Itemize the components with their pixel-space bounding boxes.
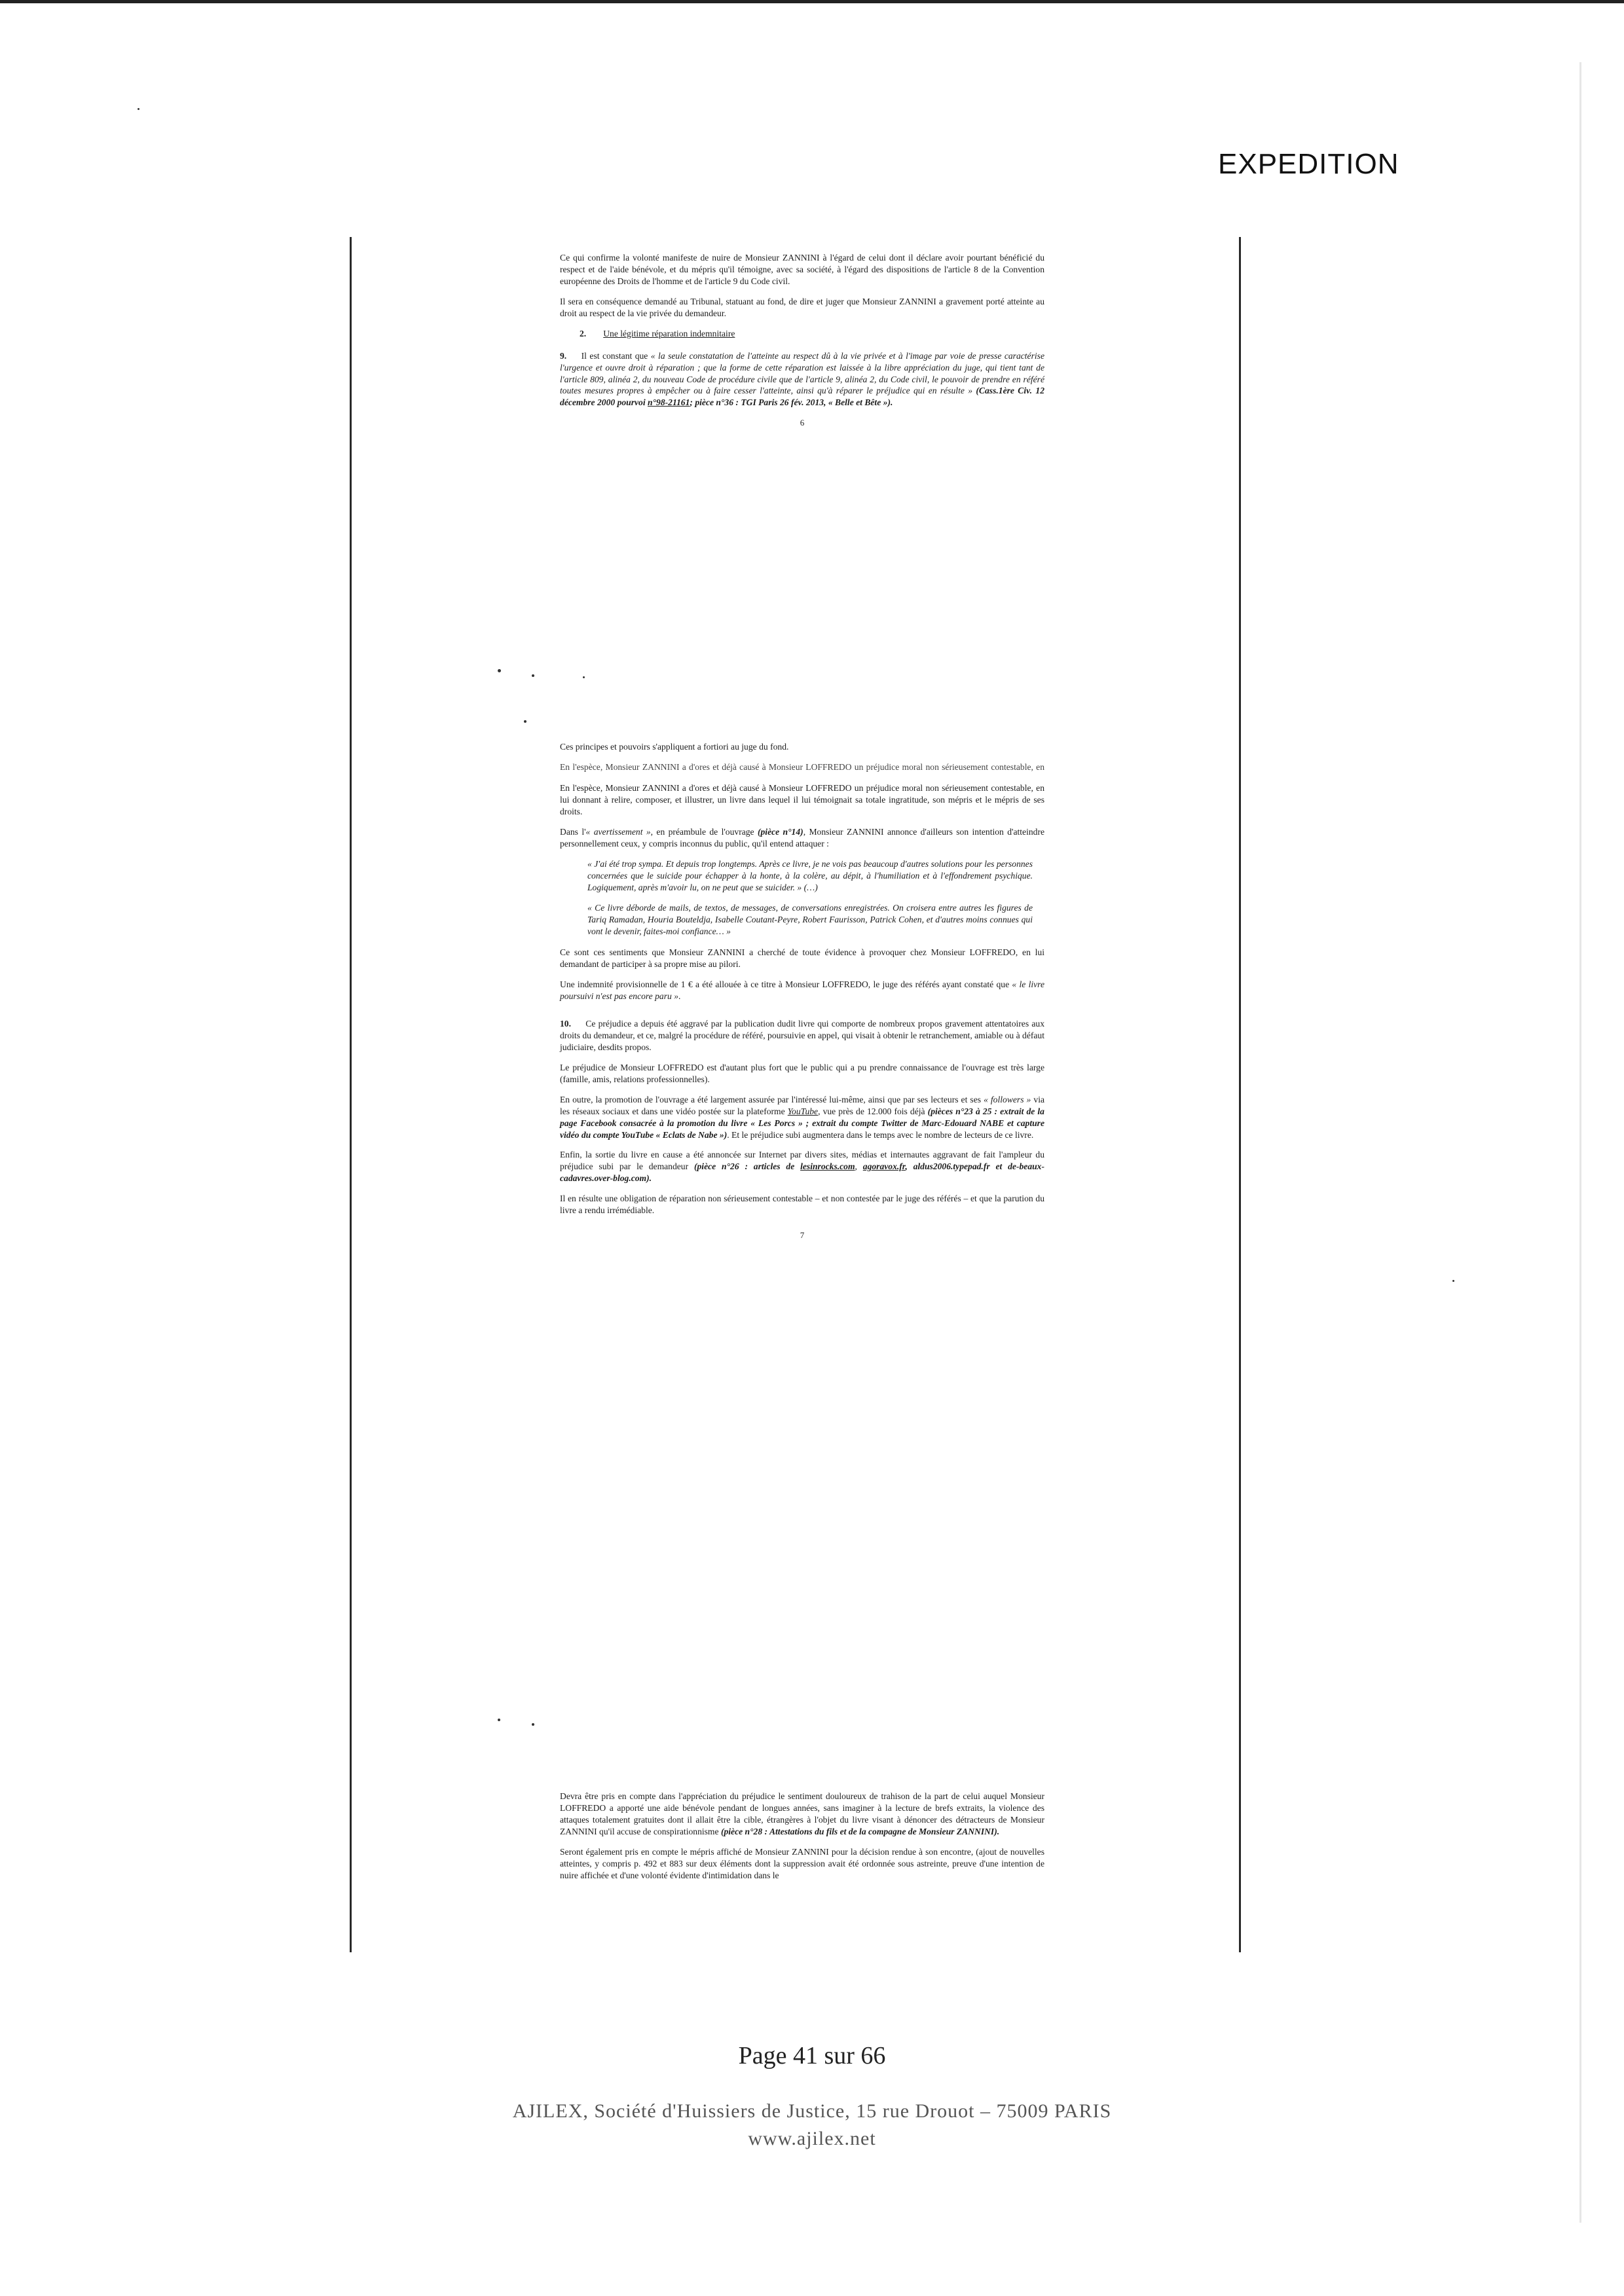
paragraph-text: Ce préjudice a depuis été aggravé par la publication dudit livre qui comporte de nombreux propos gravement attentatoires aux droits du demandeur, et ce, malgré la procédure de référé, poursuivie en appel, qui visait à obtenir le retranchement, amiable ou à défaut judiciaire, desdits propos. — [560, 1019, 1044, 1052]
scan-speck — [532, 674, 534, 677]
left-margin-rule — [350, 237, 352, 1952]
footer-company: AJILEX, Société d'Huissiers de Justice, 15 rue Drouot – 75009 PARIS — [512, 2100, 1112, 2122]
page-number: Page 41 sur 66 — [738, 2042, 886, 2069]
scan-speck — [583, 676, 585, 678]
paragraph-text: , vue près de 12.000 fois déjà — [818, 1106, 925, 1116]
overlapping-scan-line: En l'espèce, Monsieur ZANNINI a d'ores et déjà causé à Monsieur LOFFREDO un préjudice moral non sérieusement contestable, en — [560, 761, 1044, 772]
exhibit-reference: (pièce n°26 : articles de — [693, 1161, 795, 1172]
top-edge-line — [0, 0, 1624, 3]
paragraph-cut-off: Seront également pris en compte le mépris affiché de Monsieur ZANNINI pour la décision rendue à son encontre, (ajout de nouvelles atteintes, y compris p. 492 et 883 sur deux éléments dont la suppression avait été ordonnée sous astreinte, preuve d'une intention de nuire affichée et d'une volonté évidente d'intimidation dans le — [560, 1846, 1044, 1880]
emphasis: « le livre poursuivi n'est pas encore paru » — [560, 979, 1044, 1002]
expedition-stamp: EXPEDITION — [1218, 148, 1399, 180]
lesinrocks-link[interactable]: lesinrocks.com — [800, 1161, 855, 1172]
exhibit-reference: , aldus2006.typepad.fr et de-beaux-cadavres.over-blog.com). — [560, 1161, 1044, 1184]
scan-speck — [498, 1719, 500, 1721]
text-block-1 — [560, 252, 1044, 432]
emphasis: « avertissement » — [585, 826, 651, 837]
exhibit-reference: (pièce n°28 : Attestations du fils et de la compagne de Monsieur ZANNINI). — [720, 1826, 1000, 1836]
scan-speck — [138, 108, 139, 110]
paragraph: Ce qui confirme la volonté manifeste de nuire de Monsieur ZANNINI à l'égard de celui dont il déclare avoir pourtant bénéficié du respect et de l'aide bénévole, et du mépris qu'il témoigne, avec sa société, à l'égard des dispositions de l'article 8 de la Convention européenne des Droits de l'homme et de l'article 9 du Code civil. — [560, 253, 1044, 286]
paragraph-text: via les réseaux sociaux et dans une vidéo postée sur la plateforme — [560, 1094, 1044, 1116]
footer-website: www.ajilex.net — [748, 2128, 876, 2149]
paragraph — [560, 1791, 1044, 1838]
paragraph: Il en résulte une obligation de réparation non sérieusement contestable – et non contestée par le juge des référés – et que la parution du livre a rendu irrémédiable. — [560, 1194, 1044, 1216]
paragraph-10 — [560, 1018, 1044, 1053]
paragraph: Il sera en conséquence demandé au Tribunal, statuant au fond, de dire et juger que Monsieur ZANNINI a gravement porté atteinte au droit au respect de la vie privée du demandeur. — [560, 296, 1044, 318]
text-block-2 — [560, 741, 1044, 1245]
text-block-3 — [560, 1791, 1044, 1902]
paragraph: Ces principes et pouvoirs s'appliquent a fortiori au juge du fond. — [560, 742, 789, 752]
paragraph — [560, 826, 1044, 850]
paragraph-text: Enfin, la sortie du livre en cause a été annoncée sur Internet par divers sites, médias et internautes aggravant de fait l'ampleur du préjudice subi par le demandeur — [560, 1150, 1044, 1172]
paragraph-text: En outre, la promotion de l'ouvrage a été largement assurée par l'intéressé lui-même, ainsi que par ses lecteurs et ses — [560, 1094, 982, 1104]
paragraph — [560, 979, 1044, 1002]
inner-page-number: 7 — [800, 1230, 805, 1241]
paragraph-text: , en préambule de l'ouvrage — [650, 826, 754, 837]
agoravox-link[interactable]: agoravox.fr — [862, 1161, 906, 1172]
block-quote: « J'ai été trop sympa. Et depuis trop longtemps. Après ce livre, je ne vois pas beaucoup d'autres solutions pour les personnes concernées que le suicide pour échapper à la honte, à la colère, au dépit, à l'humiliation et à l'effondrement psychique. Logiquement, après m'avoir lu, on ne peut que se suicider. » (…) — [587, 858, 1033, 892]
paragraph-text: . Et le préjudice subi augmentera dans le temps avec le nombre de lecteurs de ce livre. — [727, 1129, 1034, 1140]
section-number: 2. — [580, 328, 587, 338]
scan-speck — [524, 720, 526, 723]
exhibit-reference: (pièces n°23 à 25 : extrait de la page Facebook consacrée à la promotion du livre « Les Porcs » ; extrait du compte Twitter de Marc-Edouard NABE et capture vidéo du compte YouTube « Eclats de Nabe ») — [560, 1106, 1044, 1140]
paragraph: Enfin, la sortie du livre en cause a été annoncée sur Internet par divers sites, médias et internautes aggravant de fait l'ampleur du préjudice subi par le demandeur (pièce n°26 : articles de lesinrocks.com, agoravox.fr, aldus2006.typepad.fr et de-beaux-cadavres.over-blog.com). — [560, 1150, 1044, 1184]
scan-edge-shadow — [1579, 62, 1581, 2223]
paragraph-text: Dans l' — [560, 826, 586, 837]
paragraph — [560, 1094, 1044, 1141]
section-title: Une légitime réparation indemnitaire — [603, 328, 735, 338]
paragraph-number: 9. — [560, 350, 567, 361]
youtube-link[interactable]: YouTube — [787, 1106, 819, 1116]
paragraph-text: , Monsieur ZANNINI annonce d'ailleurs son intention d'atteindre personnellement ceux, y compris inconnus du public, qu'il entend attaquer : — [560, 826, 1045, 848]
paragraph-text: Il est constant que — [581, 350, 648, 361]
paragraph-9 — [560, 350, 1044, 409]
case-reference-link: n°98-21161 — [648, 397, 690, 408]
case-law-quote: « la seule constatation de l'atteinte au respect dû à la vie privée et à l'image par voie de presse caractérise l'urgence et ouvre droit à réparation ; que la forme de cette réparation est laissée à la libre appréciation du juge, qui tient tant de l'article 809, alinéa 2, du nouveau Code de procédure civile que de l'article 9, alinéa 2, du Code civil, le pouvoir de prendre en référé toutes mesures propres à empêcher ou à faire cesser l'atteinte, ainsi qu'à réparer le préjudice qui en résulte » — [560, 350, 1044, 396]
scan-speck — [532, 1723, 534, 1726]
case-reference: ; pièce n°36 : TGI Paris 26 fév. 2013, « Belle et Bête »). — [690, 397, 893, 408]
paragraph-number: 10. — [560, 1019, 571, 1029]
paragraph-text: . — [678, 991, 681, 1002]
section-heading — [560, 328, 1044, 340]
right-margin-rule — [1239, 237, 1241, 1952]
exhibit-reference: (pièce n°14) — [757, 826, 803, 837]
scan-speck — [498, 669, 501, 672]
paragraph: En l'espèce, Monsieur ZANNINI a d'ores et déjà causé à Monsieur LOFFREDO un préjudice moral non sérieusement contestable, en lui donnant à relire, composer, et illustrer, un livre dans lequel il lui témoignait sa totale ingratitude, son mépris et le mépris de ses droits. — [560, 782, 1044, 816]
inner-page-number: 6 — [800, 418, 805, 428]
paragraph: Ce sont ces sentiments que Monsieur ZANNINI a cherché de toute évidence à provoquer chez Monsieur LOFFREDO, en lui demandant de participer à sa propre mise au pilori. — [560, 947, 1044, 970]
block-quote: « Ce livre déborde de mails, de textos, de messages, de conversations enregistrées. On croisera entre autres les figures de Tariq Ramadan, Houria Bouteldja, Isabelle Coutant-Peyre, Robert Faurisson, Patrick Cohen, et d'autres moins connues qui vont le devenir, faites-moi confiance… » — [587, 903, 1033, 937]
paragraph-text: Devra être pris en compte dans l'appréciation du préjudice le sentiment douloureux de trahison de la part de celui auquel Monsieur LOFFREDO a apporté une aide bénévole pendant de longues années, sans imaginer à la lecture de brefs extraits, la violence des attaques totalement gratuites dont il allait être la cible, étrangères à l'objet du livre visant à dénoncer des détracteurs de Monsieur ZANNINI qu'il accuse de conspirationnisme — [560, 1791, 1044, 1836]
paragraph: Le préjudice de Monsieur LOFFREDO est d'autant plus fort que le public qui a pu prendre connaissance de l'ouvrage est très large (famille, amis, relations professionnelles). — [560, 1062, 1044, 1084]
case-reference: (Cass.1ère Civ. 12 décembre 2000 pourvoi — [560, 386, 1044, 408]
scan-speck — [1452, 1280, 1454, 1282]
emphasis: « followers » — [984, 1094, 1031, 1104]
paragraph-text: Une indemnité provisionnelle de 1 € a été allouée à ce titre à Monsieur LOFFREDO, le juge des référés ayant constaté que — [560, 979, 1010, 990]
